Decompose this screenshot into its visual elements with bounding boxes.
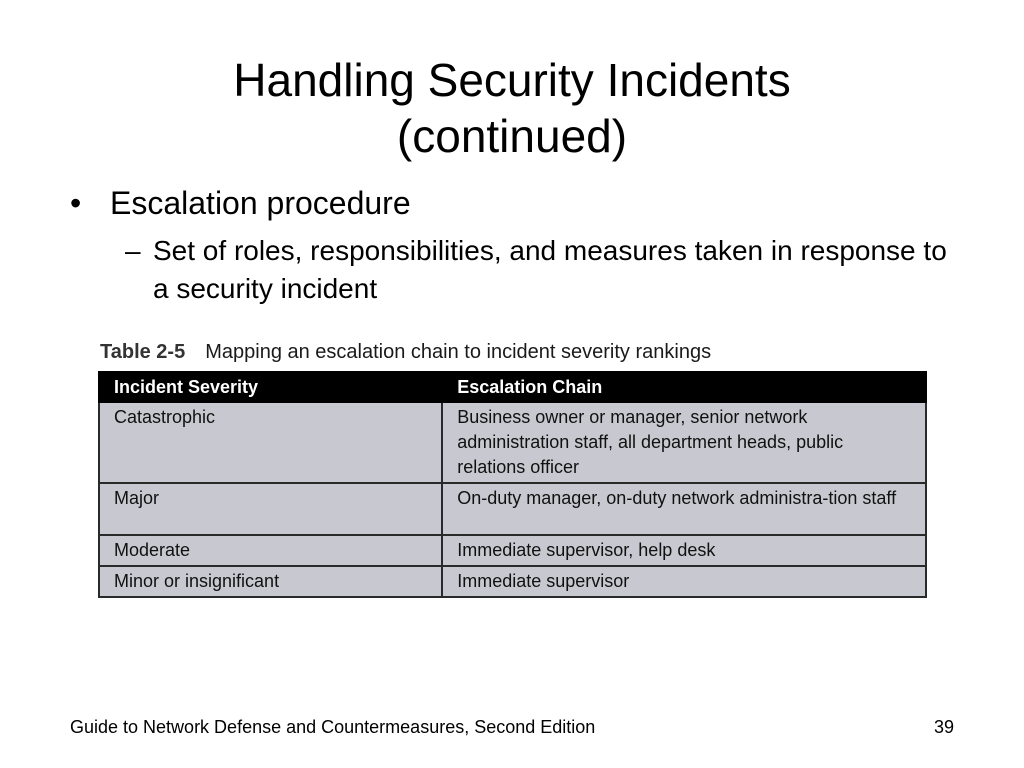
bullet-text: Escalation procedure — [110, 185, 411, 221]
cell-severity: Catastrophic — [99, 402, 442, 483]
cell-escalation-chain: Immediate supervisor, help desk — [442, 535, 926, 566]
escalation-table — [98, 371, 927, 598]
header-incident-severity: Incident Severity — [99, 372, 442, 402]
slide-title-line-1: Handling Security Incidents — [233, 54, 791, 106]
table-caption-text: Mapping an escalation chain to incident severity rankings — [205, 341, 712, 363]
cell-severity: Major — [99, 483, 442, 535]
header-escalation-chain: Escalation Chain — [442, 372, 926, 402]
table-caption-number: Table 2-5 — [100, 341, 186, 363]
cell-escalation-chain: Immediate supervisor — [442, 566, 926, 597]
cell-escalation-chain: On-duty manager, on-duty network administra-tion staff — [442, 483, 926, 535]
table-row — [99, 566, 926, 597]
table-row — [99, 402, 926, 483]
footer-source: Guide to Network Defense and Countermeasures, Second Edition — [70, 717, 596, 737]
table-caption — [100, 339, 711, 365]
table-row — [99, 483, 926, 535]
cell-severity: Moderate — [99, 535, 442, 566]
cell-escalation-chain: Business owner or manager, senior network administration staff, all department heads, public relations officer — [442, 402, 926, 483]
sub-bullet-text: Set of roles, responsibilities, and measures taken in response to a security incident — [153, 235, 947, 304]
bullet-marker: • — [70, 185, 82, 221]
slide-title-line-2: (continued) — [396, 110, 628, 162]
cell-severity: Minor or insignificant — [99, 566, 442, 597]
page-number: 39 — [933, 717, 954, 737]
sub-bullet-marker: – — [125, 235, 141, 266]
slide-title — [80, 52, 944, 164]
table-row — [99, 535, 926, 566]
table-header-row — [99, 372, 926, 402]
